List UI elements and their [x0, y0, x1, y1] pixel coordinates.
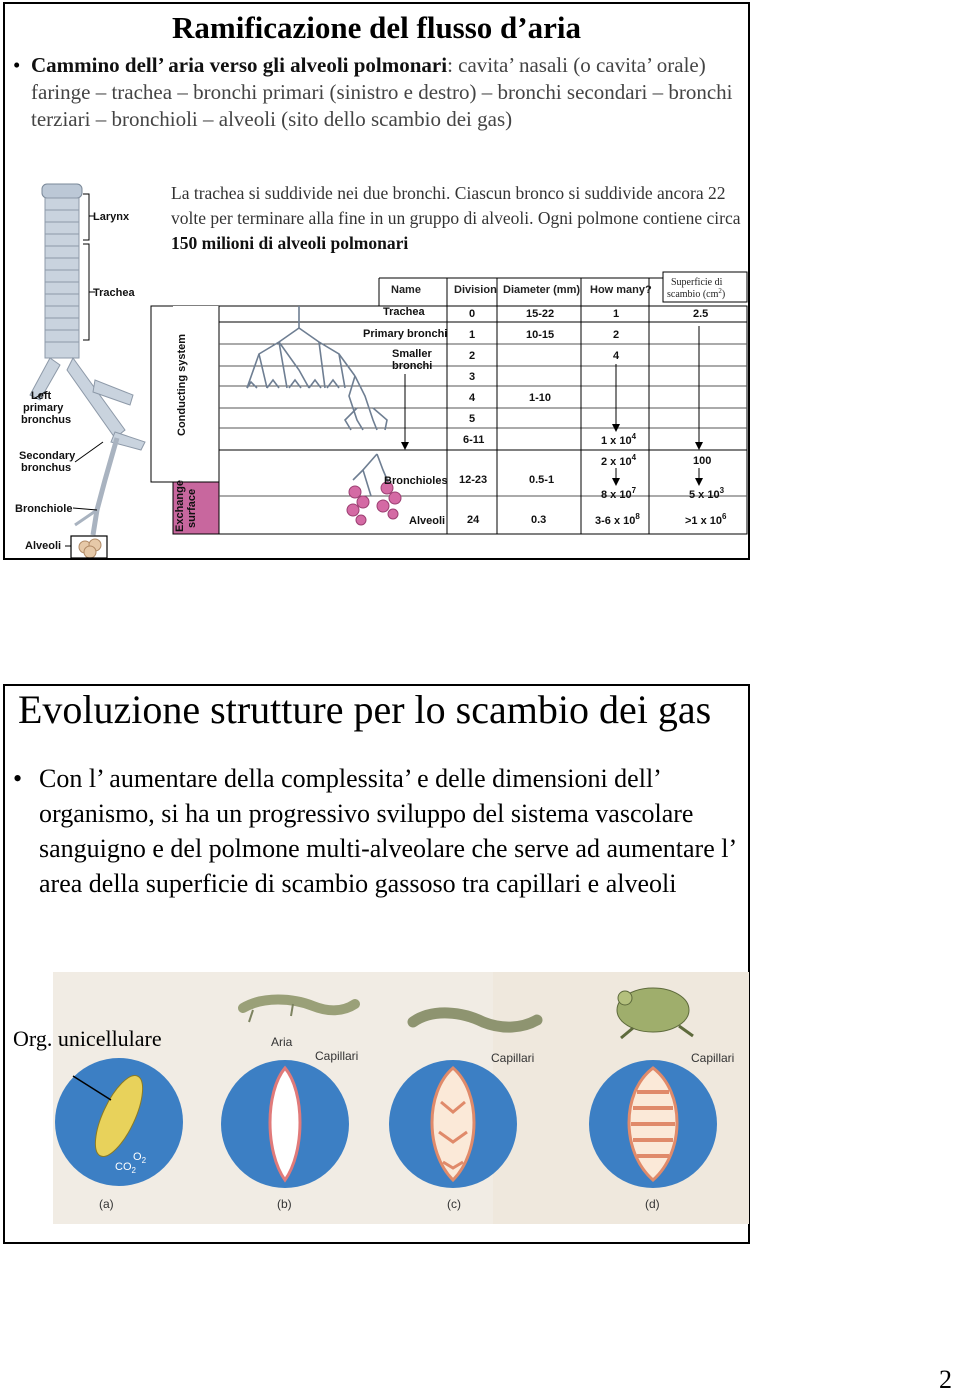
division-0: 0: [469, 308, 476, 320]
label-capillari-d: Capillari: [691, 1051, 735, 1065]
label-secondary-2: bronchus: [21, 462, 72, 474]
caption-bold: 150 milioni di alveoli polmonari: [171, 233, 409, 253]
division-12-23: 12-23: [459, 474, 488, 486]
diameter-primary: 10-15: [526, 329, 555, 341]
row-name-alveoli: Alveoli: [409, 515, 446, 527]
count-smaller: 4: [613, 350, 620, 362]
header-diameter: Diameter (mm): [503, 284, 581, 296]
panel-label-d: (d): [645, 1197, 660, 1211]
respiratory-anatomy-figure: [5, 180, 155, 562]
label-bronchiole: Bronchiole: [15, 503, 73, 515]
header-how-many: How many?: [590, 284, 652, 296]
caption-text: La trachea si suddivide nei due bronchi. Ciascun bronco si suddivide ancora 22 volte per terminare alla fine in un gruppo di alveoli. Ogni polmone contiene circa: [171, 183, 741, 228]
label-aria: Aria: [271, 1035, 293, 1049]
label-co2: $CO_2$: [115, 1161, 136, 1175]
row-name-primary: Primary bronchi: [363, 328, 448, 340]
division-2: 2: [469, 350, 476, 362]
slide-ramificazione: [3, 2, 750, 560]
panel-label-b: (b): [277, 1197, 292, 1211]
count-23: 8 x $10^7$: [601, 486, 637, 501]
surface-23: 5 x $10^3$: [689, 486, 725, 501]
row-name-smaller-1: Smaller: [392, 348, 432, 360]
label-left-primary-2: primary: [23, 402, 64, 414]
bullet-rest: : cavita’ nasali (o cavita’ orale) faringe – trachea – bronchi primari (sinistro e destro) – bronchi secondari – bronchi terziari – bronchioli – alveoli (sito dello scambio dei gas): [31, 53, 733, 131]
label-exchange: Exchange: [174, 480, 186, 532]
label-left-primary-3: bronchus: [21, 414, 72, 426]
count-alveoli: 3-6 x $10^8$: [595, 512, 640, 527]
diameter-trachea: 15-22: [526, 308, 555, 320]
slide-evoluzione: [3, 684, 750, 1244]
label-left-primary-1: Left: [31, 390, 52, 402]
division-6-11: 6-11: [463, 434, 485, 446]
slide1-title: Ramificazione del flusso d’aria: [172, 10, 581, 45]
alveoli-cluster: [347, 482, 401, 525]
division-3: 3: [469, 371, 476, 383]
division-5: 5: [469, 413, 476, 425]
header-division: Division: [454, 284, 497, 296]
label-larynx: Larynx: [93, 211, 130, 223]
slide1-caption: [171, 181, 746, 256]
bullet-icon: •: [13, 53, 21, 77]
count-12: 2 x $10^4$: [601, 453, 637, 468]
division-4: 4: [469, 392, 476, 404]
label-conducting-system: Conducting system: [176, 333, 188, 436]
row-name-trachea: Trachea: [383, 306, 425, 318]
slide2-title: Evoluzione strutture per lo scambio dei gas: [18, 687, 712, 732]
airway-branching-table: [149, 270, 749, 540]
label-trachea: Trachea: [93, 287, 135, 299]
diameter-alveoli: 0.3: [531, 514, 547, 526]
row-name-bronchioles: Bronchioles: [384, 475, 448, 487]
label-capillari-b: Capillari: [315, 1049, 359, 1063]
org-unicellular-label: Org. unicellulare: [13, 1026, 162, 1051]
trachea-rings: [45, 198, 79, 358]
header-surface-1: Superficie di: [671, 277, 723, 288]
bullet-bold: Cammino dell’ aria verso gli alveoli polmonari: [31, 53, 448, 77]
surface-alveoli: >1 x $10^6$: [685, 512, 727, 527]
label-secondary-1: Secondary: [19, 450, 76, 462]
label-surface: surface: [186, 488, 198, 528]
gas-exchange-evolution-figure: [53, 972, 749, 1224]
label-alveoli: Alveoli: [25, 540, 62, 552]
panel-label-a: (a): [99, 1197, 114, 1211]
header-name: Name: [391, 284, 421, 296]
label-o2: $O_2$: [133, 1151, 147, 1165]
header-surface-2: scambio $(cm^2)$: [667, 287, 726, 300]
count-6-11: 1 x $10^4$: [601, 432, 637, 447]
panel-label-c: (c): [447, 1197, 461, 1211]
surface-bronchioles: 100: [693, 455, 712, 467]
slide1-bullet: [13, 52, 733, 133]
division-24: 24: [467, 514, 480, 526]
diameter-smaller: 1-10: [529, 392, 552, 404]
count-primary: 2: [613, 329, 620, 341]
bullet-icon: •: [13, 764, 23, 793]
page-number: 2: [939, 1365, 952, 1394]
count-trachea: 1: [613, 308, 620, 320]
division-1: 1: [469, 329, 476, 341]
slide1-bullet-text: [31, 52, 733, 133]
surface-trachea: 2.5: [693, 308, 709, 320]
diameter-bronchioles: 0.5-1: [529, 474, 555, 486]
slide2-bullet: [13, 761, 743, 901]
label-capillari-c: Capillari: [491, 1051, 535, 1065]
row-name-smaller-2: bronchi: [392, 360, 433, 372]
slide2-bullet-text: Con l’ aumentare della complessita’ e delle dimensioni dell’ organismo, si ha un progressivo sviluppo del sistema vascolare sanguigno e del polmone multi-alveolare che serve ad aumentare l’ area della superficie di scambio gassoso tra capillari e alveoli: [39, 764, 736, 898]
